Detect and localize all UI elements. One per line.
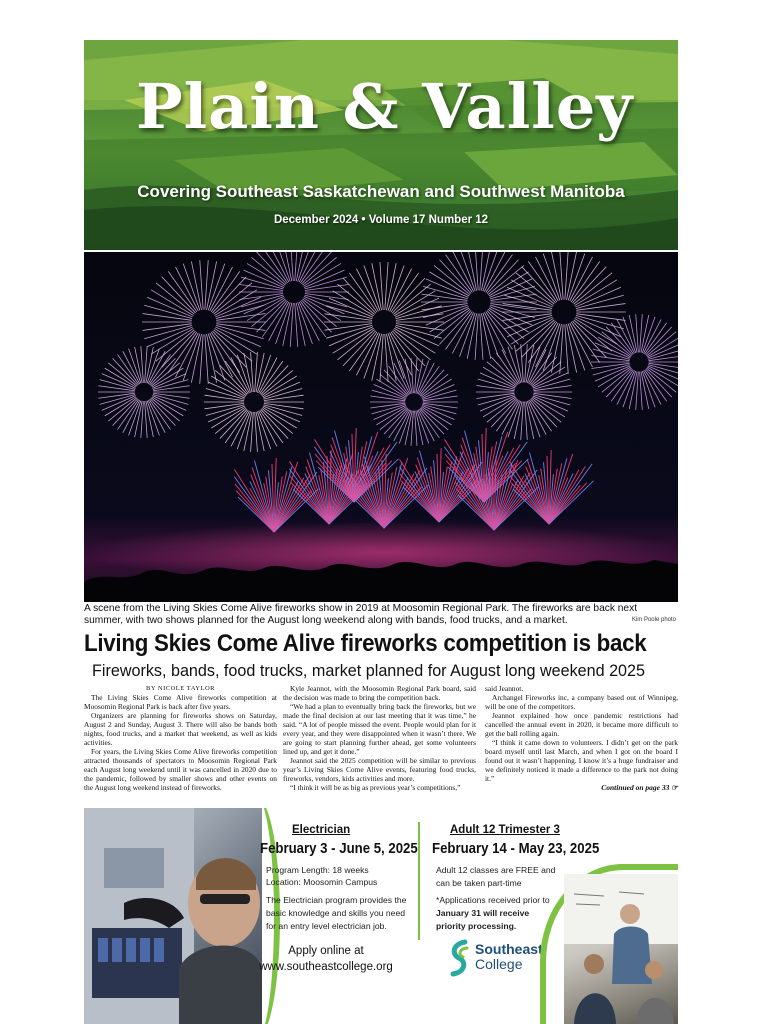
electrician-length: Program Length: 18 weeks (266, 865, 369, 875)
paragraph: Jeannot explained how once pandemic restrictions had cancelled the annual event in 2020, it became more difficult to get the ball rolling again. (485, 711, 678, 738)
logo-text (475, 942, 543, 972)
adult12-program-title: Adult 12 Trimester 3 (450, 824, 560, 836)
masthead-subtitle: Covering Southeast Saskatchewan and Southwest Manitoba (137, 182, 625, 201)
electrician-program-title: Electrician (292, 824, 351, 836)
adult12-deadline: January 31 will receive priority processing. (436, 908, 530, 931)
paragraph: said Jeannot. (485, 684, 524, 693)
article-column-3 (485, 684, 678, 783)
issue-line: December 2024 • Volume 17 Number 12 (273, 214, 489, 226)
fireworks-photo (84, 252, 678, 602)
adult12-note: Adult 12 classes are FREE and can be taken part-time (436, 865, 556, 888)
masthead (84, 40, 678, 250)
apply-label: Apply online at (288, 945, 364, 957)
continued-link[interactable]: Continued on page 33 ☞ (601, 783, 678, 792)
article-column-1 (84, 684, 277, 792)
logo-mark-icon (447, 938, 471, 978)
paragraph: The Living Skies Come Alive fireworks competition at Moosomin Regional Park is back after five years. (84, 693, 277, 711)
paragraph: Jeannot said the 2025 competition will be similar to previous year’s Living Skies Come Alive events, featuring food trucks, fireworks, vendors, kids activities and more. (283, 756, 476, 783)
apply-url[interactable]: www.southeastcollege.org (259, 961, 393, 973)
paragraph: “I think it will be as big as previous year’s competitions,” (290, 783, 461, 792)
paragraph: “I think it came down to volunteers. I didn’t get on the park board myself until last March, and when I got on the board I found out it wasn’t happening. I know it’s a huge fundraiser and we definitely noticed it made a difference to the park not doing it.” (485, 738, 678, 783)
apply-online (236, 943, 416, 975)
electrician-description: The Electrician program provides the basic knowledge and skills you need for an entry level electrician job. (266, 895, 407, 931)
photo-caption: A scene from the Living Skies Come Alive fireworks show in 2019 at Moosomin Regional Park. The fireworks are back next summer, with two shows planned for the August long weekend along with bands, food trucks, and a market. (84, 603, 638, 626)
adult12-applications: *Applications received prior to (436, 895, 550, 905)
paragraph: For years, the Living Skies Come Alive fireworks competition attracted thousands of spectators to Moosomin Regional Park each August long weekend until it was cancelled in 2020 due to the pandemic, followed by smaller shows and other events on the August long weekend instead of fireworks. (84, 747, 277, 792)
paragraph: Kyle Jeannot, with the Moosomin Regional Park board, said the decision was made to bring the competition back. (283, 684, 476, 702)
logo-line-1: Southeast (475, 941, 543, 957)
fireworks-image (84, 252, 678, 602)
masthead-title: Plain & Valley (136, 70, 634, 143)
paragraph: Organizers are planning for fireworks shows on Saturday, August 2 and Sunday, August 3. There will also be bands both nights, food trucks, and a market that weekend, as well as kids activities. (84, 711, 277, 747)
ad-divider (418, 822, 420, 940)
article-column-2 (283, 684, 476, 792)
byline: BY NICOLE TAYLOR (146, 685, 215, 692)
classroom-illustration (564, 874, 678, 1024)
photo-credit: Kim Poole photo (631, 617, 676, 623)
logo-line-2: College (475, 956, 523, 972)
article-headline: Living Skies Come Alive fireworks competition is back (84, 630, 647, 657)
paragraph: “We had a plan to eventually bring back the fireworks, but we made the final decision at our last meeting that it was time,” he said. “A lot of people missed the event. People would plan for it every year, and they were disappointed when it wasn’t there. We are going to start planning further ahead, get some volunteers lined up, and get it done.” (283, 702, 476, 756)
electrician-dates: February 3 - June 5, 2025 (260, 840, 418, 857)
paragraph: Archangel Fireworks inc, a company based out of Winnipeg, will be one of the competitors. (485, 693, 678, 711)
article-subhead: Fireworks, bands, food trucks, market planned for August long weekend 2025 (92, 661, 646, 680)
adult12-dates: February 14 - May 23, 2025 (432, 840, 600, 857)
college-advertisement (84, 808, 678, 1024)
electrician-location: Location: Moosomin Campus (266, 877, 378, 887)
classroom-photo (564, 874, 678, 1024)
